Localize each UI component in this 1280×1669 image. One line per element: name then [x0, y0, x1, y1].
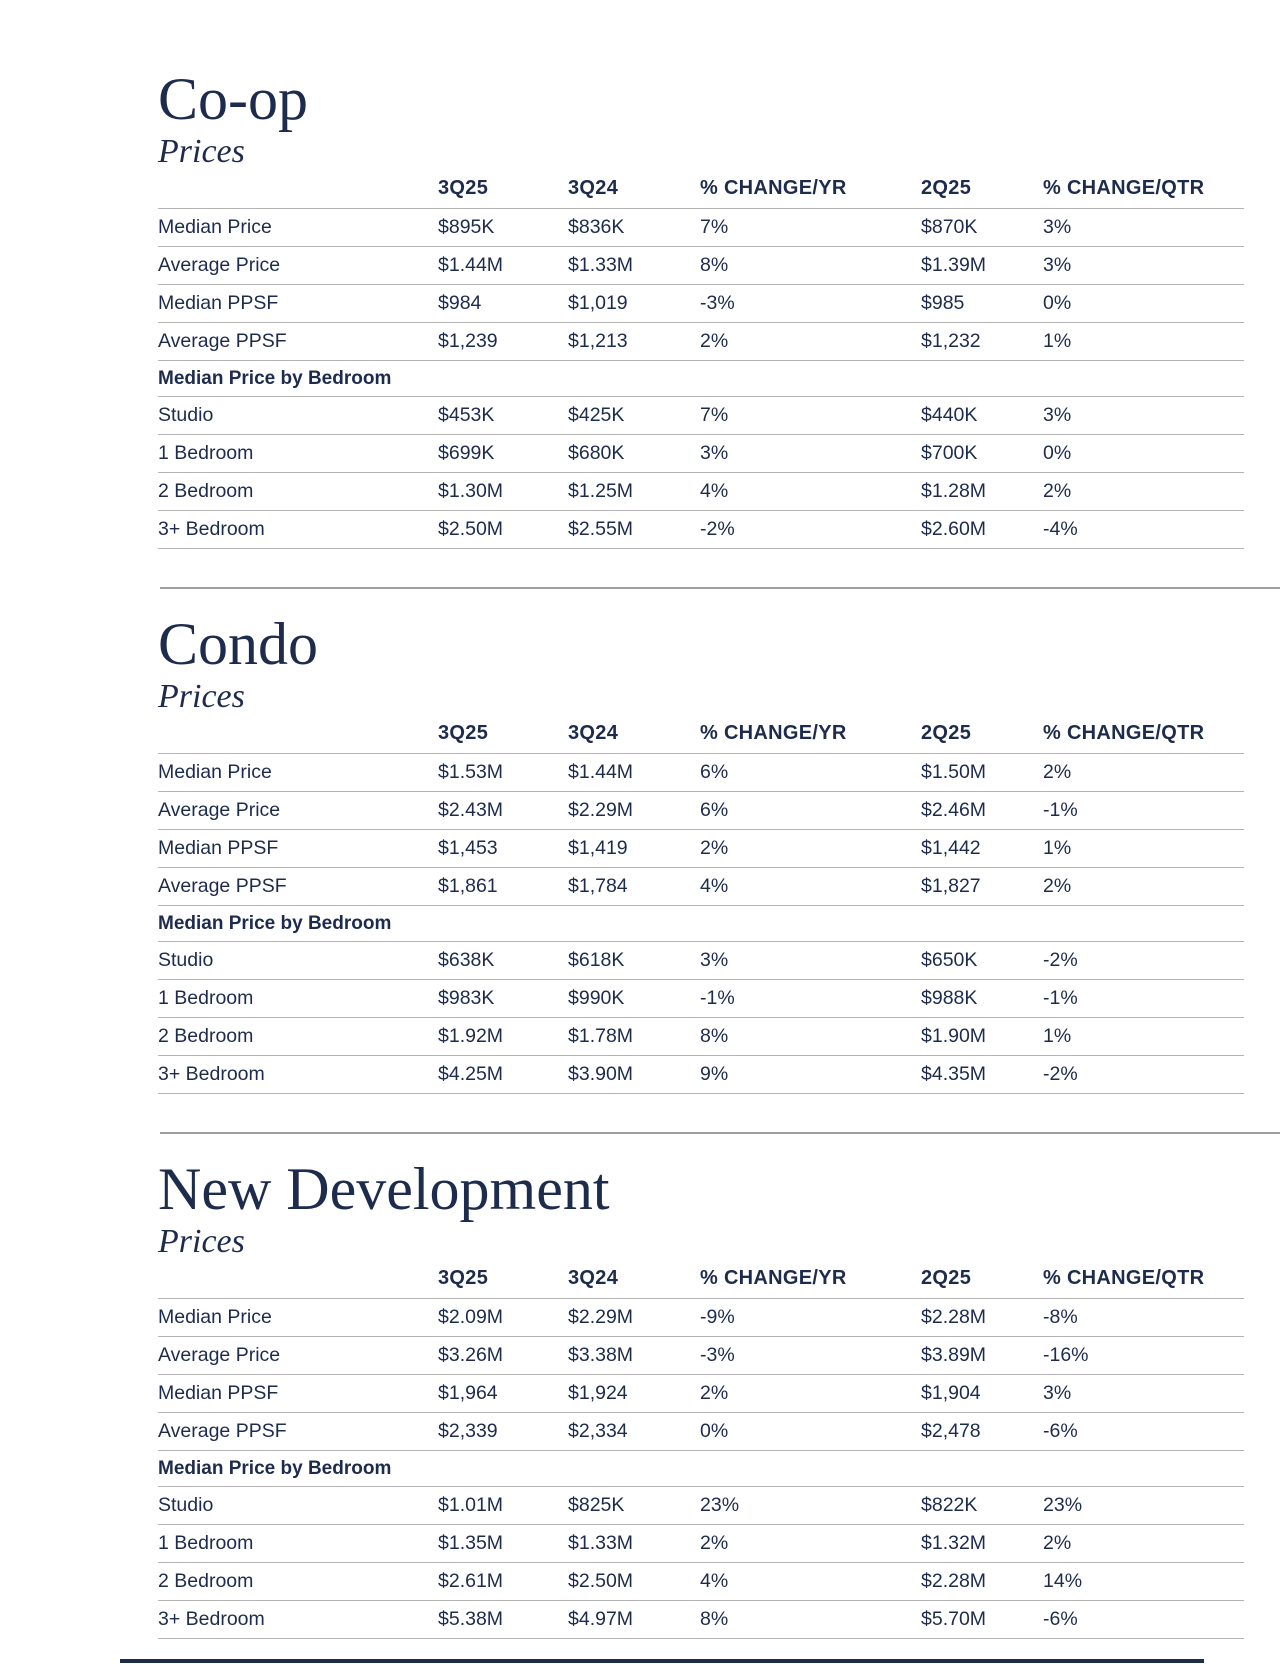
value-cell: $1,861 [438, 868, 568, 906]
value-cell: $1.53M [438, 754, 568, 792]
value-cell: $3.90M [568, 1056, 700, 1094]
table-row [158, 1487, 1244, 1525]
table-row [158, 285, 1244, 323]
value-cell: $1,442 [921, 830, 1043, 868]
value-cell: 3% [1043, 247, 1244, 285]
value-cell: $1.33M [568, 1525, 700, 1563]
table-row [158, 247, 1244, 285]
row-label: 1 Bedroom [158, 980, 438, 1018]
table-row [158, 980, 1244, 1018]
value-cell: -6% [1043, 1413, 1244, 1451]
value-cell: $2.09M [438, 1299, 568, 1337]
value-cell: 23% [700, 1487, 921, 1525]
value-cell: 0% [1043, 285, 1244, 323]
row-label: Studio [158, 1487, 438, 1525]
value-cell: 1% [1043, 323, 1244, 361]
value-cell: 2% [1043, 868, 1244, 906]
value-cell: $1.78M [568, 1018, 700, 1056]
value-cell: $2.46M [921, 792, 1043, 830]
value-cell: $1.92M [438, 1018, 568, 1056]
section-divider [160, 587, 1280, 589]
value-cell: 7% [700, 397, 921, 435]
value-cell: -3% [700, 1337, 921, 1375]
table-row [158, 323, 1244, 361]
table-row [158, 1299, 1244, 1337]
row-label: 1 Bedroom [158, 435, 438, 473]
value-cell: 2% [700, 830, 921, 868]
row-label: Average PPSF [158, 1413, 438, 1451]
value-cell: $822K [921, 1487, 1043, 1525]
coop-header-row [158, 70, 1244, 209]
table-row [158, 868, 1244, 906]
value-cell: $1,419 [568, 830, 700, 868]
value-cell: -3% [700, 285, 921, 323]
value-cell: $2.28M [921, 1299, 1043, 1337]
value-cell: $990K [568, 980, 700, 1018]
column-header-2q25: 2Q25 [921, 70, 1043, 209]
value-cell: 1% [1043, 1018, 1244, 1056]
value-cell: -1% [1043, 792, 1244, 830]
row-label: Average PPSF [158, 868, 438, 906]
value-cell: -9% [700, 1299, 921, 1337]
value-cell: 3% [700, 435, 921, 473]
value-cell: $2.60M [921, 511, 1043, 549]
value-cell: $985 [921, 285, 1043, 323]
value-cell: $984 [438, 285, 568, 323]
value-cell: 8% [700, 1601, 921, 1639]
value-cell: $3.26M [438, 1337, 568, 1375]
new-development-title: New Development [158, 1156, 610, 1222]
table-row [158, 1375, 1244, 1413]
condo-subtitle: Prices [158, 677, 245, 715]
row-label: Average Price [158, 247, 438, 285]
value-cell: -1% [700, 980, 921, 1018]
value-cell: 2% [1043, 754, 1244, 792]
value-cell: $2.28M [921, 1563, 1043, 1601]
value-cell: 6% [700, 754, 921, 792]
column-header-change-qtr: % CHANGE/QTR [1043, 1160, 1244, 1299]
table-row [158, 435, 1244, 473]
column-header-change-yr: % CHANGE/YR [700, 615, 921, 754]
column-header-3q25: 3Q25 [438, 70, 568, 209]
value-cell: $638K [438, 942, 568, 980]
value-cell: -1% [1043, 980, 1244, 1018]
condo-title: Condo [158, 611, 319, 677]
value-cell: $1.30M [438, 473, 568, 511]
value-cell: $1,964 [438, 1375, 568, 1413]
condo-header-row [158, 615, 1244, 754]
value-cell: $440K [921, 397, 1043, 435]
value-cell: 2% [1043, 1525, 1244, 1563]
table-row [158, 397, 1244, 435]
row-label: Average PPSF [158, 323, 438, 361]
row-label: Median PPSF [158, 1375, 438, 1413]
coop-title: Co-op [158, 66, 308, 132]
table-row [158, 1337, 1244, 1375]
column-header-3q25: 3Q25 [438, 1160, 568, 1299]
value-cell: $4.25M [438, 1056, 568, 1094]
table-row [158, 792, 1244, 830]
table-row [158, 473, 1244, 511]
section-new-development [158, 1156, 1244, 1639]
value-cell: $2,339 [438, 1413, 568, 1451]
value-cell: 3% [1043, 209, 1244, 247]
value-cell: -4% [1043, 511, 1244, 549]
row-label: Average Price [158, 1337, 438, 1375]
row-label: Studio [158, 397, 438, 435]
table-row [158, 209, 1244, 247]
value-cell: 4% [700, 868, 921, 906]
value-cell: $825K [568, 1487, 700, 1525]
value-cell: 4% [700, 473, 921, 511]
column-header-3q24: 3Q24 [568, 615, 700, 754]
section-condo [158, 611, 1244, 1094]
page-footer-rule [120, 1659, 1204, 1663]
row-label: Median Price [158, 754, 438, 792]
value-cell: $1.39M [921, 247, 1043, 285]
value-cell: $680K [568, 435, 700, 473]
value-cell: $3.38M [568, 1337, 700, 1375]
value-cell: -16% [1043, 1337, 1244, 1375]
value-cell: $699K [438, 435, 568, 473]
table-row [158, 830, 1244, 868]
value-cell: -8% [1043, 1299, 1244, 1337]
value-cell: $3.89M [921, 1337, 1043, 1375]
value-cell: 3% [1043, 397, 1244, 435]
value-cell: $895K [438, 209, 568, 247]
value-cell: $2.43M [438, 792, 568, 830]
row-label: 3+ Bedroom [158, 511, 438, 549]
value-cell: 7% [700, 209, 921, 247]
value-cell: $4.35M [921, 1056, 1043, 1094]
value-cell: $1,453 [438, 830, 568, 868]
row-label: Average Price [158, 792, 438, 830]
row-label: 3+ Bedroom [158, 1056, 438, 1094]
column-header-3q24: 3Q24 [568, 70, 700, 209]
value-cell: $2,334 [568, 1413, 700, 1451]
value-cell: $425K [568, 397, 700, 435]
row-label: Median PPSF [158, 830, 438, 868]
table-row [158, 1018, 1244, 1056]
row-label: Studio [158, 942, 438, 980]
row-label: Median Price [158, 209, 438, 247]
value-cell: $1.01M [438, 1487, 568, 1525]
column-header-3q25: 3Q25 [438, 615, 568, 754]
value-cell: $618K [568, 942, 700, 980]
value-cell: 2% [700, 1525, 921, 1563]
value-cell: $1.50M [921, 754, 1043, 792]
value-cell: $1,019 [568, 285, 700, 323]
value-cell: $1,232 [921, 323, 1043, 361]
row-label: 2 Bedroom [158, 1018, 438, 1056]
column-header-2q25: 2Q25 [921, 1160, 1043, 1299]
table-row [158, 1601, 1244, 1639]
column-header-change-qtr: % CHANGE/QTR [1043, 70, 1244, 209]
new-development-titles [158, 1156, 610, 1260]
subheader-row [158, 906, 1244, 942]
value-cell: $2.50M [568, 1563, 700, 1601]
subheader-label: Median Price by Bedroom [158, 906, 1244, 942]
value-cell: $2.55M [568, 511, 700, 549]
value-cell: $1.28M [921, 473, 1043, 511]
column-header-change-yr: % CHANGE/YR [700, 1160, 921, 1299]
value-cell: $1,827 [921, 868, 1043, 906]
value-cell: 8% [700, 247, 921, 285]
value-cell: $1.35M [438, 1525, 568, 1563]
condo-prices-table [158, 611, 1244, 1094]
value-cell: -2% [1043, 942, 1244, 980]
value-cell: $2.29M [568, 1299, 700, 1337]
value-cell: 0% [700, 1413, 921, 1451]
column-header-change-qtr: % CHANGE/QTR [1043, 615, 1244, 754]
value-cell: 2% [1043, 473, 1244, 511]
value-cell: $1.25M [568, 473, 700, 511]
row-label: Median Price [158, 1299, 438, 1337]
section-coop [158, 66, 1244, 549]
value-cell: $650K [921, 942, 1043, 980]
value-cell: -2% [700, 511, 921, 549]
section-divider [160, 1132, 1280, 1134]
coop-subtitle: Prices [158, 132, 245, 170]
value-cell: $1,784 [568, 868, 700, 906]
table-row [158, 942, 1244, 980]
row-label: Median PPSF [158, 285, 438, 323]
value-cell: 9% [700, 1056, 921, 1094]
coop-prices-table [158, 66, 1244, 549]
value-cell: -2% [1043, 1056, 1244, 1094]
value-cell: $1.32M [921, 1525, 1043, 1563]
value-cell: $1,904 [921, 1375, 1043, 1413]
value-cell: 6% [700, 792, 921, 830]
value-cell: $5.70M [921, 1601, 1043, 1639]
value-cell: $988K [921, 980, 1043, 1018]
condo-titles [158, 611, 319, 715]
coop-titles [158, 66, 308, 170]
value-cell: 2% [700, 323, 921, 361]
value-cell: 4% [700, 1563, 921, 1601]
column-header-change-yr: % CHANGE/YR [700, 70, 921, 209]
value-cell: $5.38M [438, 1601, 568, 1639]
row-label: 3+ Bedroom [158, 1601, 438, 1639]
table-row [158, 1563, 1244, 1601]
value-cell: 0% [1043, 435, 1244, 473]
subheader-row [158, 361, 1244, 397]
value-cell: $2.29M [568, 792, 700, 830]
value-cell: $1,924 [568, 1375, 700, 1413]
row-label: 2 Bedroom [158, 1563, 438, 1601]
value-cell: 2% [700, 1375, 921, 1413]
value-cell: -6% [1043, 1601, 1244, 1639]
table-row [158, 1056, 1244, 1094]
value-cell: 3% [1043, 1375, 1244, 1413]
table-row [158, 754, 1244, 792]
value-cell: $836K [568, 209, 700, 247]
column-header-2q25: 2Q25 [921, 615, 1043, 754]
subheader-row [158, 1451, 1244, 1487]
value-cell: $1.44M [438, 247, 568, 285]
value-cell: 14% [1043, 1563, 1244, 1601]
value-cell: $983K [438, 980, 568, 1018]
new-development-subtitle: Prices [158, 1222, 245, 1260]
table-row [158, 511, 1244, 549]
report-content [158, 0, 1244, 1639]
value-cell: $2,478 [921, 1413, 1043, 1451]
value-cell: $700K [921, 435, 1043, 473]
value-cell: $1,239 [438, 323, 568, 361]
value-cell: $870K [921, 209, 1043, 247]
value-cell: 3% [700, 942, 921, 980]
value-cell: 1% [1043, 830, 1244, 868]
value-cell: 8% [700, 1018, 921, 1056]
row-label: 1 Bedroom [158, 1525, 438, 1563]
column-header-3q24: 3Q24 [568, 1160, 700, 1299]
value-cell: $2.50M [438, 511, 568, 549]
value-cell: $1,213 [568, 323, 700, 361]
row-label: 2 Bedroom [158, 473, 438, 511]
value-cell: $1.90M [921, 1018, 1043, 1056]
subheader-label: Median Price by Bedroom [158, 1451, 1244, 1487]
value-cell: $1.33M [568, 247, 700, 285]
value-cell: $453K [438, 397, 568, 435]
value-cell: 23% [1043, 1487, 1244, 1525]
value-cell: $4.97M [568, 1601, 700, 1639]
table-row [158, 1525, 1244, 1563]
value-cell: $1.44M [568, 754, 700, 792]
table-row [158, 1413, 1244, 1451]
value-cell: $2.61M [438, 1563, 568, 1601]
subheader-label: Median Price by Bedroom [158, 361, 1244, 397]
